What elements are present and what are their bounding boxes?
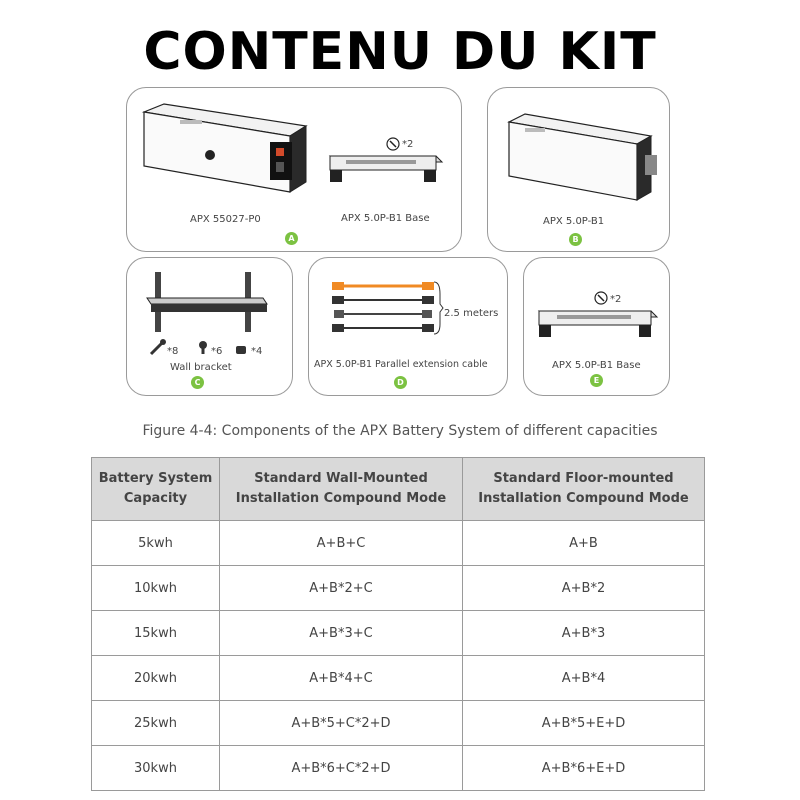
cell-floor: A+B*5+E+D bbox=[463, 701, 705, 746]
cable-length: 2.5 meters bbox=[444, 308, 499, 319]
badge-e: E bbox=[590, 374, 603, 387]
badge-c: C bbox=[191, 376, 204, 389]
bolt-count: *8 bbox=[167, 346, 179, 357]
battery-unit-illustration bbox=[505, 110, 655, 205]
base-rail-illustration bbox=[326, 150, 444, 185]
table-row bbox=[92, 746, 705, 791]
cell-wall: A+B*6+C*2+D bbox=[220, 746, 463, 791]
capacity-table bbox=[91, 457, 705, 791]
label-base-a: APX 5.0P-B1 Base bbox=[341, 213, 430, 224]
label-wall-bracket: Wall bracket bbox=[170, 362, 232, 373]
cell-wall: A+B+C bbox=[220, 521, 463, 566]
label-parallel-extension-cable: APX 5.0P-B1 Parallel extension cable bbox=[314, 359, 488, 370]
screw-icon-e bbox=[594, 291, 608, 305]
label-apx-5-0p-b1: APX 5.0P-B1 bbox=[543, 216, 605, 227]
cell-floor: A+B*6+E+D bbox=[463, 746, 705, 791]
label-apx-55027: APX 55027-P0 bbox=[190, 214, 261, 225]
table-row bbox=[92, 656, 705, 701]
screw-count-e: *2 bbox=[610, 294, 622, 305]
nut-icon bbox=[235, 345, 247, 355]
cell-capacity: 5kwh bbox=[92, 521, 220, 566]
cell-capacity: 15kwh bbox=[92, 611, 220, 656]
battery-module-illustration bbox=[140, 100, 310, 195]
table-row bbox=[92, 701, 705, 746]
header-wall-mounted: Standard Wall-Mounted Installation Compound Mode bbox=[220, 458, 463, 521]
cell-wall: A+B*3+C bbox=[220, 611, 463, 656]
cell-floor: A+B*4 bbox=[463, 656, 705, 701]
header-floor-mounted: Standard Floor-mounted Installation Compound Mode bbox=[463, 458, 705, 521]
figure-caption: Figure 4-4: Components of the APX Battery System of different capacities bbox=[142, 423, 658, 439]
badge-a: A bbox=[285, 232, 298, 245]
cell-capacity: 30kwh bbox=[92, 746, 220, 791]
cell-capacity: 20kwh bbox=[92, 656, 220, 701]
screw-count-a: *2 bbox=[402, 139, 414, 150]
cell-capacity: 25kwh bbox=[92, 701, 220, 746]
cell-wall: A+B*5+C*2+D bbox=[220, 701, 463, 746]
screw-icon bbox=[386, 137, 400, 151]
cell-floor: A+B bbox=[463, 521, 705, 566]
table-row bbox=[92, 521, 705, 566]
extension-cables-illustration bbox=[330, 278, 440, 338]
cell-wall: A+B*4+C bbox=[220, 656, 463, 701]
cell-capacity: 10kwh bbox=[92, 566, 220, 611]
screw-set-count: *6 bbox=[211, 346, 223, 357]
cell-floor: A+B*3 bbox=[463, 611, 705, 656]
table-row bbox=[92, 611, 705, 656]
badge-b: B bbox=[569, 233, 582, 246]
nut-count: *4 bbox=[251, 346, 263, 357]
wall-bracket-illustration bbox=[145, 268, 270, 338]
table-row bbox=[92, 566, 705, 611]
bolt-icon bbox=[147, 338, 167, 358]
header-capacity: Battery System Capacity bbox=[92, 458, 220, 521]
badge-d: D bbox=[394, 376, 407, 389]
table-header-row bbox=[92, 458, 705, 521]
page-title: CONTENU DU KIT bbox=[143, 22, 657, 82]
screw-set-icon bbox=[196, 340, 210, 354]
cell-floor: A+B*2 bbox=[463, 566, 705, 611]
label-base-e: APX 5.0P-B1 Base bbox=[552, 360, 641, 371]
base-rail-illustration-e bbox=[535, 305, 660, 340]
cell-wall: A+B*2+C bbox=[220, 566, 463, 611]
